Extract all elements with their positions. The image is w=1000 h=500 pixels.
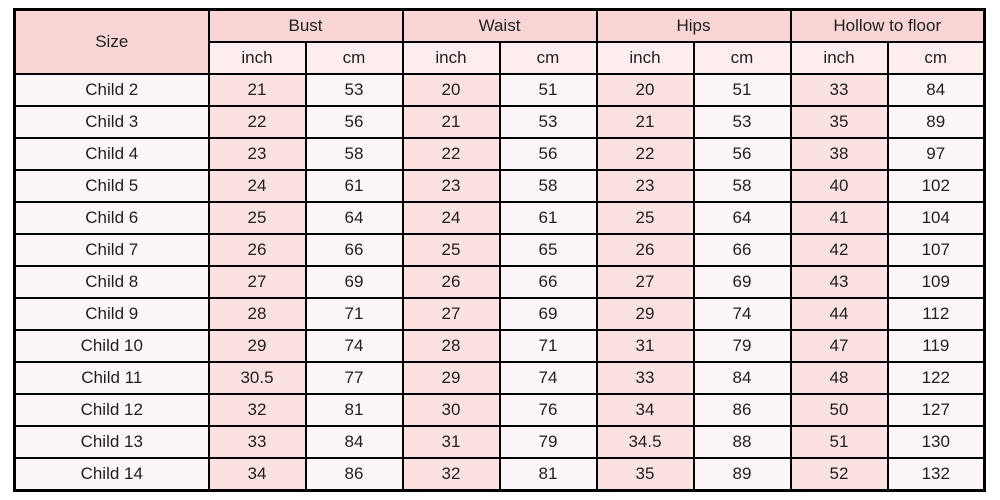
- size-column-header: Size: [15, 10, 209, 75]
- table-row: [15, 394, 985, 426]
- measurement-cell: 53: [500, 106, 597, 138]
- measurement-cell: 30: [403, 394, 500, 426]
- measurement-cell: 77: [306, 362, 403, 394]
- measurement-cell: 23: [403, 170, 500, 202]
- measurement-cell: 86: [306, 458, 403, 491]
- unit-header-hollow-to-floor-inch: inch: [791, 42, 888, 74]
- measurement-cell: 56: [306, 106, 403, 138]
- measurement-cell: 26: [597, 234, 694, 266]
- measurement-cell: 44: [791, 298, 888, 330]
- measurement-cell: 29: [597, 298, 694, 330]
- measurement-cell: 51: [694, 74, 791, 106]
- measurement-cell: 97: [888, 138, 985, 170]
- size-cell: Child 11: [15, 362, 209, 394]
- measurement-cell: 71: [500, 330, 597, 362]
- measurement-cell: 21: [403, 106, 500, 138]
- unit-header-waist-inch: inch: [403, 42, 500, 74]
- measurement-cell: 56: [694, 138, 791, 170]
- unit-header-hips-cm: cm: [694, 42, 791, 74]
- measurement-cell: 81: [306, 394, 403, 426]
- measurement-cell: 52: [791, 458, 888, 491]
- measurement-cell: 26: [209, 234, 306, 266]
- measurement-cell: 112: [888, 298, 985, 330]
- measurement-cell: 58: [694, 170, 791, 202]
- measurement-cell: 84: [694, 362, 791, 394]
- unit-header-hips-inch: inch: [597, 42, 694, 74]
- measurement-cell: 66: [500, 266, 597, 298]
- table-row: [15, 458, 985, 491]
- measurement-cell: 61: [306, 170, 403, 202]
- measurement-cell: 23: [597, 170, 694, 202]
- table-row: [15, 362, 985, 394]
- measurement-cell: 109: [888, 266, 985, 298]
- group-header-waist: Waist: [403, 10, 597, 43]
- measurement-cell: 32: [403, 458, 500, 491]
- size-chart-body: [15, 74, 985, 491]
- table-row: [15, 106, 985, 138]
- measurement-cell: 33: [209, 426, 306, 458]
- measurement-cell: 47: [791, 330, 888, 362]
- unit-header-bust-cm: cm: [306, 42, 403, 74]
- measurement-cell: 24: [209, 170, 306, 202]
- size-cell: Child 10: [15, 330, 209, 362]
- measurement-cell: 20: [597, 74, 694, 106]
- measurement-cell: 107: [888, 234, 985, 266]
- measurement-cell: 25: [597, 202, 694, 234]
- size-cell: Child 14: [15, 458, 209, 491]
- table-row: [15, 234, 985, 266]
- measurement-cell: 89: [888, 106, 985, 138]
- table-row: [15, 298, 985, 330]
- measurement-cell: 32: [209, 394, 306, 426]
- measurement-cell: 27: [597, 266, 694, 298]
- table-row: [15, 170, 985, 202]
- size-cell: Child 2: [15, 74, 209, 106]
- measurement-cell: 66: [694, 234, 791, 266]
- measurement-cell: 69: [500, 298, 597, 330]
- measurement-cell: 41: [791, 202, 888, 234]
- measurement-cell: 86: [694, 394, 791, 426]
- size-cell: Child 3: [15, 106, 209, 138]
- measurement-cell: 132: [888, 458, 985, 491]
- measurement-cell: 21: [209, 74, 306, 106]
- measurement-cell: 71: [306, 298, 403, 330]
- measurement-cell: 104: [888, 202, 985, 234]
- size-cell: Child 12: [15, 394, 209, 426]
- table-row: [15, 74, 985, 106]
- table-row: [15, 266, 985, 298]
- measurement-cell: 79: [500, 426, 597, 458]
- measurement-cell: 35: [597, 458, 694, 491]
- measurement-cell: 48: [791, 362, 888, 394]
- measurement-cell: 127: [888, 394, 985, 426]
- measurement-cell: 53: [306, 74, 403, 106]
- measurement-cell: 30.5: [209, 362, 306, 394]
- measurement-cell: 66: [306, 234, 403, 266]
- measurement-cell: 81: [500, 458, 597, 491]
- measurement-cell: 74: [500, 362, 597, 394]
- size-cell: Child 13: [15, 426, 209, 458]
- size-chart-table: [13, 8, 986, 492]
- measurement-cell: 53: [694, 106, 791, 138]
- measurement-cell: 33: [597, 362, 694, 394]
- measurement-cell: 21: [597, 106, 694, 138]
- unit-header-bust-inch: inch: [209, 42, 306, 74]
- measurement-cell: 89: [694, 458, 791, 491]
- measurement-cell: 76: [500, 394, 597, 426]
- measurement-cell: 25: [403, 234, 500, 266]
- group-header-row: [15, 10, 985, 43]
- measurement-cell: 79: [694, 330, 791, 362]
- measurement-cell: 20: [403, 74, 500, 106]
- measurement-cell: 74: [306, 330, 403, 362]
- measurement-cell: 22: [209, 106, 306, 138]
- size-cell: Child 7: [15, 234, 209, 266]
- measurement-cell: 56: [500, 138, 597, 170]
- measurement-cell: 58: [500, 170, 597, 202]
- measurement-cell: 51: [791, 426, 888, 458]
- measurement-cell: 130: [888, 426, 985, 458]
- measurement-cell: 33: [791, 74, 888, 106]
- measurement-cell: 88: [694, 426, 791, 458]
- measurement-cell: 65: [500, 234, 597, 266]
- measurement-cell: 51: [500, 74, 597, 106]
- unit-header-waist-cm: cm: [500, 42, 597, 74]
- size-chart-container: [13, 8, 986, 492]
- size-cell: Child 6: [15, 202, 209, 234]
- size-cell: Child 5: [15, 170, 209, 202]
- measurement-cell: 25: [209, 202, 306, 234]
- measurement-cell: 84: [306, 426, 403, 458]
- measurement-cell: 28: [403, 330, 500, 362]
- size-cell: Child 4: [15, 138, 209, 170]
- measurement-cell: 27: [209, 266, 306, 298]
- measurement-cell: 34: [597, 394, 694, 426]
- measurement-cell: 31: [403, 426, 500, 458]
- measurement-cell: 58: [306, 138, 403, 170]
- group-header-hollow-to-floor: Hollow to floor: [791, 10, 985, 43]
- table-row: [15, 138, 985, 170]
- measurement-cell: 23: [209, 138, 306, 170]
- measurement-cell: 50: [791, 394, 888, 426]
- measurement-cell: 42: [791, 234, 888, 266]
- measurement-cell: 27: [403, 298, 500, 330]
- measurement-cell: 69: [694, 266, 791, 298]
- measurement-cell: 43: [791, 266, 888, 298]
- measurement-cell: 31: [597, 330, 694, 362]
- measurement-cell: 29: [209, 330, 306, 362]
- measurement-cell: 34.5: [597, 426, 694, 458]
- measurement-cell: 24: [403, 202, 500, 234]
- measurement-cell: 22: [403, 138, 500, 170]
- measurement-cell: 28: [209, 298, 306, 330]
- measurement-cell: 102: [888, 170, 985, 202]
- size-cell: Child 8: [15, 266, 209, 298]
- measurement-cell: 64: [306, 202, 403, 234]
- group-header-bust: Bust: [209, 10, 403, 43]
- measurement-cell: 29: [403, 362, 500, 394]
- measurement-cell: 35: [791, 106, 888, 138]
- size-cell: Child 9: [15, 298, 209, 330]
- measurement-cell: 38: [791, 138, 888, 170]
- measurement-cell: 84: [888, 74, 985, 106]
- measurement-cell: 34: [209, 458, 306, 491]
- measurement-cell: 122: [888, 362, 985, 394]
- table-row: [15, 330, 985, 362]
- measurement-cell: 22: [597, 138, 694, 170]
- table-row: [15, 426, 985, 458]
- group-header-hips: Hips: [597, 10, 791, 43]
- measurement-cell: 69: [306, 266, 403, 298]
- measurement-cell: 119: [888, 330, 985, 362]
- measurement-cell: 61: [500, 202, 597, 234]
- table-row: [15, 202, 985, 234]
- measurement-cell: 64: [694, 202, 791, 234]
- measurement-cell: 26: [403, 266, 500, 298]
- measurement-cell: 40: [791, 170, 888, 202]
- unit-header-hollow-to-floor-cm: cm: [888, 42, 985, 74]
- measurement-cell: 74: [694, 298, 791, 330]
